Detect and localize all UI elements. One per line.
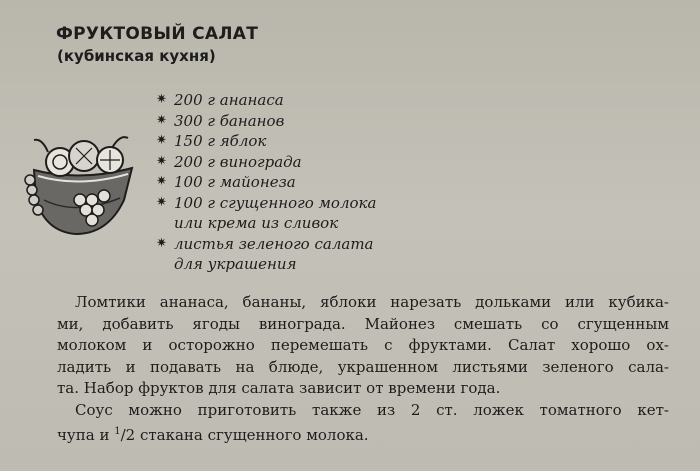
list-item: ✷ 150 г яблок bbox=[156, 132, 267, 150]
list-item: ✷ 300 г бананов bbox=[156, 111, 285, 130]
text-line: Соус можно приготовить также из 2 ст. ложек томатного кет- bbox=[75, 400, 669, 419]
asterisk-bullet-icon: ✷ bbox=[156, 235, 167, 251]
recipe-instructions bbox=[57, 292, 669, 447]
asterisk-bullet-icon: ✷ bbox=[156, 153, 167, 169]
text-line: чупа и $^1$/2 стакана сгущенного молока. bbox=[57, 426, 369, 444]
fraction-numerator: 1 bbox=[114, 426, 121, 437]
list-item-continuation: для украшения bbox=[174, 255, 297, 273]
instructions-paragraph bbox=[57, 292, 669, 400]
asterisk-bullet-icon: ✷ bbox=[156, 133, 167, 148]
fraction-denominator: /2 bbox=[120, 426, 136, 444]
text-line: ладить и подавать на блюде, украшенном листьями зеленого сала- bbox=[57, 357, 669, 376]
sauce-paragraph bbox=[57, 400, 669, 447]
recipe-subtitle: (кубинская кухня) bbox=[57, 47, 216, 65]
list-item: ✷ 100 г майонеза bbox=[156, 173, 296, 191]
text-line: та. Набор фруктов для салата зависит от времени года. bbox=[57, 379, 501, 397]
fruit-bowl-icon bbox=[20, 130, 140, 240]
list-item: ✷ 200 г винограда bbox=[156, 152, 302, 171]
asterisk-bullet-icon: ✷ bbox=[156, 112, 167, 128]
list-item: ✷ 100 г сгущенного молока bbox=[156, 193, 377, 212]
asterisk-bullet-icon: ✷ bbox=[156, 174, 167, 189]
text-line: ми, добавить ягоды винограда. Майонез смешать со сгущенным bbox=[57, 314, 669, 333]
asterisk-bullet-icon: ✷ bbox=[156, 194, 167, 210]
list-item: ✷ 200 г ананаса bbox=[156, 91, 284, 109]
text-line: Ломтики ананаса, бананы, яблоки нарезать дольками или кубика- bbox=[75, 293, 669, 311]
reverse-side-bleed-through bbox=[390, 0, 690, 200]
list-item-continuation: или крема из сливок bbox=[174, 214, 339, 232]
list-item: ✷ листья зеленого салата bbox=[156, 234, 374, 253]
asterisk-bullet-icon: ✷ bbox=[156, 92, 167, 107]
recipe-title: ФРУКТОВЫЙ САЛАТ bbox=[56, 24, 259, 44]
ingredients-list bbox=[156, 90, 376, 275]
text-line: молоком и осторожно перемешать с фруктами. Салат хорошо ох- bbox=[57, 336, 669, 354]
